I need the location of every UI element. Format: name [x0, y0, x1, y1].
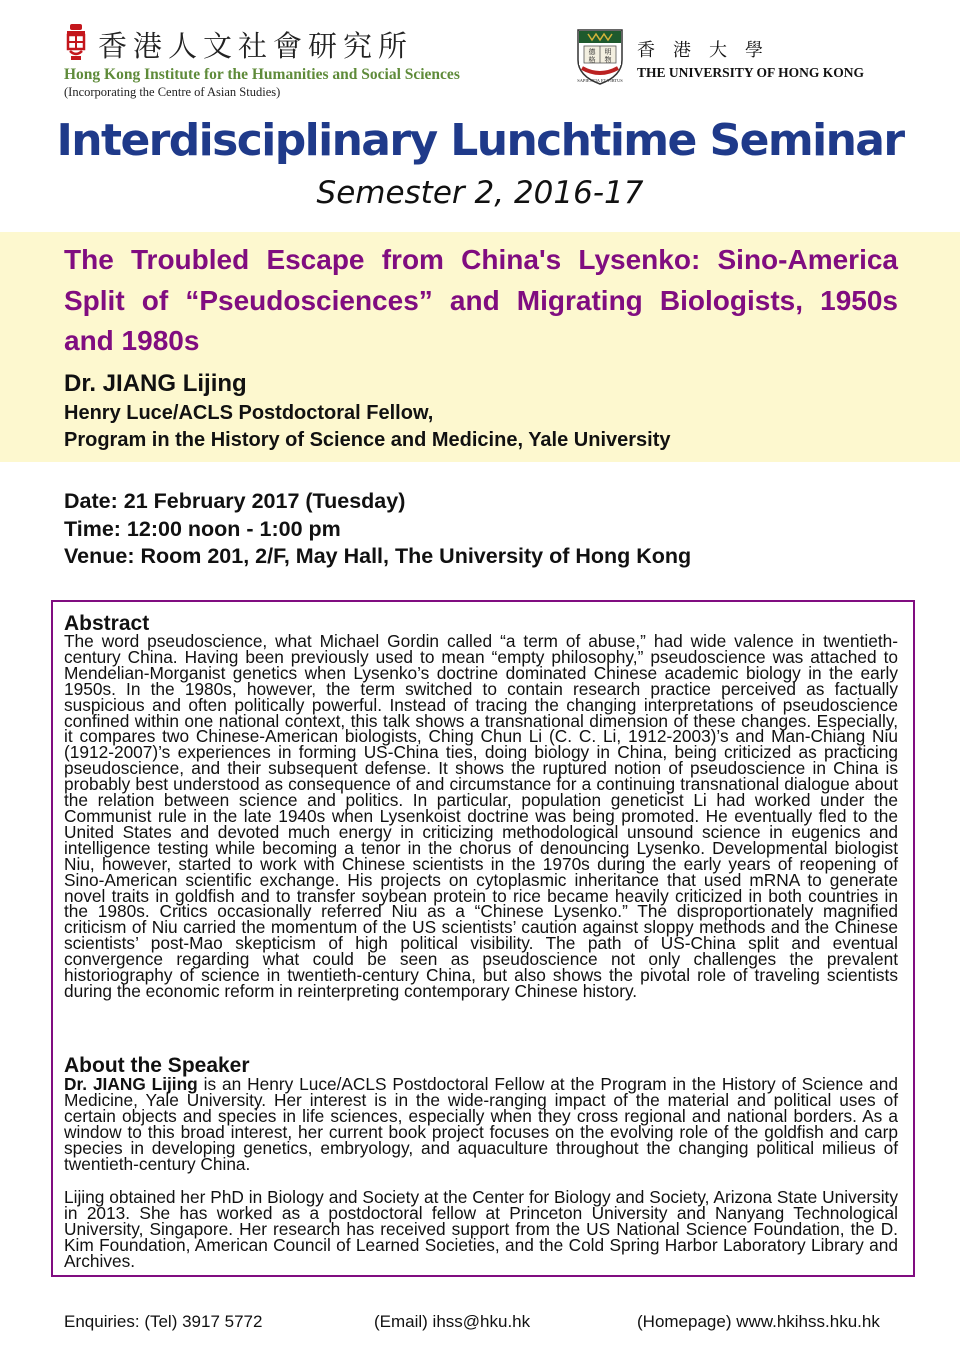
footer-homepage[interactable]: (Homepage) www.hkihss.hku.hk	[637, 1312, 880, 1331]
hku-name-english: THE UNIVERSITY OF HONG KONG	[637, 65, 865, 80]
speaker-bio-paragraph-2: Lijing obtained her PhD in Biology and Society at the Center for Biology and Society, Arizona State University in 2013. She has worked as a postdoctoral fellow at Princeton University and Nanyang Technological University, Singapore. Her research has received support from the US National Science Foundation, the D. Kim Foundation, American Council of Learned Societies, and the Cold Spring Harbor Laboratory Library and Archives.	[64, 1187, 898, 1271]
ihss-logo-icon	[64, 22, 88, 62]
seminar-title: Interdisciplinary Lunchtime Seminar	[56, 115, 904, 166]
footer-email[interactable]: (Email) ihss@hku.hk	[374, 1312, 531, 1331]
ihss-subtitle: (Incorporating the Centre of Asian Studies)	[64, 85, 281, 99]
hku-crest-char-0: 明	[604, 48, 612, 56]
speaker-name: Dr. JIANG Lijing	[64, 370, 247, 397]
hku-crest-char-1: 德	[588, 48, 596, 56]
speaker-affiliation-line-2: Program in the History of Science and Medicine, Yale University	[64, 429, 671, 451]
ihss-name-chinese: 香港人文社會研究所	[98, 29, 414, 63]
hku-crest-char-2: 格	[588, 56, 596, 64]
event-venue: Venue: Room 201, 2/F, May Hall, The University of Hong Kong	[64, 544, 692, 568]
speaker-bio-name: Dr. JIANG Lijing	[64, 1074, 198, 1094]
speaker-bio-text: is an Henry Luce/ACLS Postdoctoral Fellow at the Program in the History of Science and Medicine, Yale University. Her interest is in the wide-ranging impact of the material and political uses of certain objects and species in life sciences, especially when they cross regional and national borders. As a window to this broad interest, her current book project focuses on the evolving role of the goldfish and carp species in developing genetics, embryology, and aquaculture throughout the changing political milieus of twentieth-century China.	[64, 1074, 898, 1174]
talk-title: The Troubled Escape from China's Lysenko: Sino-America Split of “Pseudosciences” and Migrating Biologists, 1950s and 1980s	[64, 244, 898, 356]
hku-name-chinese: 香港大學	[637, 40, 781, 61]
speaker-affiliation-line-1: Henry Luce/ACLS Postdoctoral Fellow,	[64, 402, 434, 424]
abstract-heading: Abstract	[64, 612, 150, 635]
event-date: Date: 21 February 2017 (Tuesday)	[64, 489, 406, 513]
abstract-text: The word pseudoscience, what Michael Gordin called “a term of abuse,” had wide valence in twentieth-century China. Having been previously used to mean “empty philosophy,” pseudoscience was attached to Mendelian-Morganist genetics when Lysenko’s doctrine dominated Chinese academic biology in the early 1950s. In the 1980s, however, the term switched to contain research practice perceived as factually suspicious and often politically powerful. Instead of tracing the changing interpretations of pseudoscience confined within one national context, this talk shows a transnational dimension of these changes. Especially, it compares two Chinese-American biologists, Ching Chun Li (C. C. Li, 1912-2003)’s and Man-Chiang Niu (1912-2007)’s experiences in forming US-China ties, doing biology in China, being criticized as practicing pseudoscience, and their subsequent defense. It shows the ruptured notion of pseudoscience in China is probably best understood as consequence of and circumstance for a continuing transnational dialogue about the relation between science and politics. In particular, population geneticist Li had worked under the Communist rule in the late 1940s when Lysenkoist doctrine was being promoted. He eventually fled to the United States and devoted much energy in criticizing methodological unsound science in eugenics and intelligence testing while becoming a tenor in the chorus of denouncing Lysenko. Developmental biologist Niu, however, started to work with Chinese scientists in the 1970s during the early years of reopening of Sino-American scientific exchange. His projects on cytoplasmic inheritance that used mRNA to generate novel traits in goldfish and to transfer soybean protein to rice became heavily criticized in both countries in the 1980s. Critics occasionally referred Niu as a “Chinese Lysenko.” The disproportionately magnified criticism of Niu carried the momentum of the US scientists’ caution against sloppy methods and the Chinese scientists’ post-Mao skepticism of high political visibility. The path of US-China split and eventual convergence regarding what could be seen as pseudoscience not only challenges the prevalent historiography of science in twentieth-century China, but also shows the pivotal role of traveling scientists during the economic reform in reinterpreting contemporary Chinese history.	[64, 631, 898, 1001]
about-speaker-heading: About the Speaker	[64, 1054, 250, 1077]
hku-crest-char-3: 物	[604, 56, 612, 64]
ihss-name-english: Hong Kong Institute for the Humanities and Social Sciences	[64, 66, 460, 83]
footer-enquiries-tel: Enquiries: (Tel) 3917 5772	[64, 1312, 263, 1331]
speaker-bio-paragraph-1	[64, 1074, 898, 1174]
hku-crest-icon	[574, 26, 626, 90]
hku-crest-motto: SAPIENTIA ET VIRTUS	[577, 78, 623, 83]
event-time: Time: 12:00 noon - 1:00 pm	[64, 517, 341, 541]
semester-subtitle: Semester 2, 2016-17	[316, 175, 644, 211]
